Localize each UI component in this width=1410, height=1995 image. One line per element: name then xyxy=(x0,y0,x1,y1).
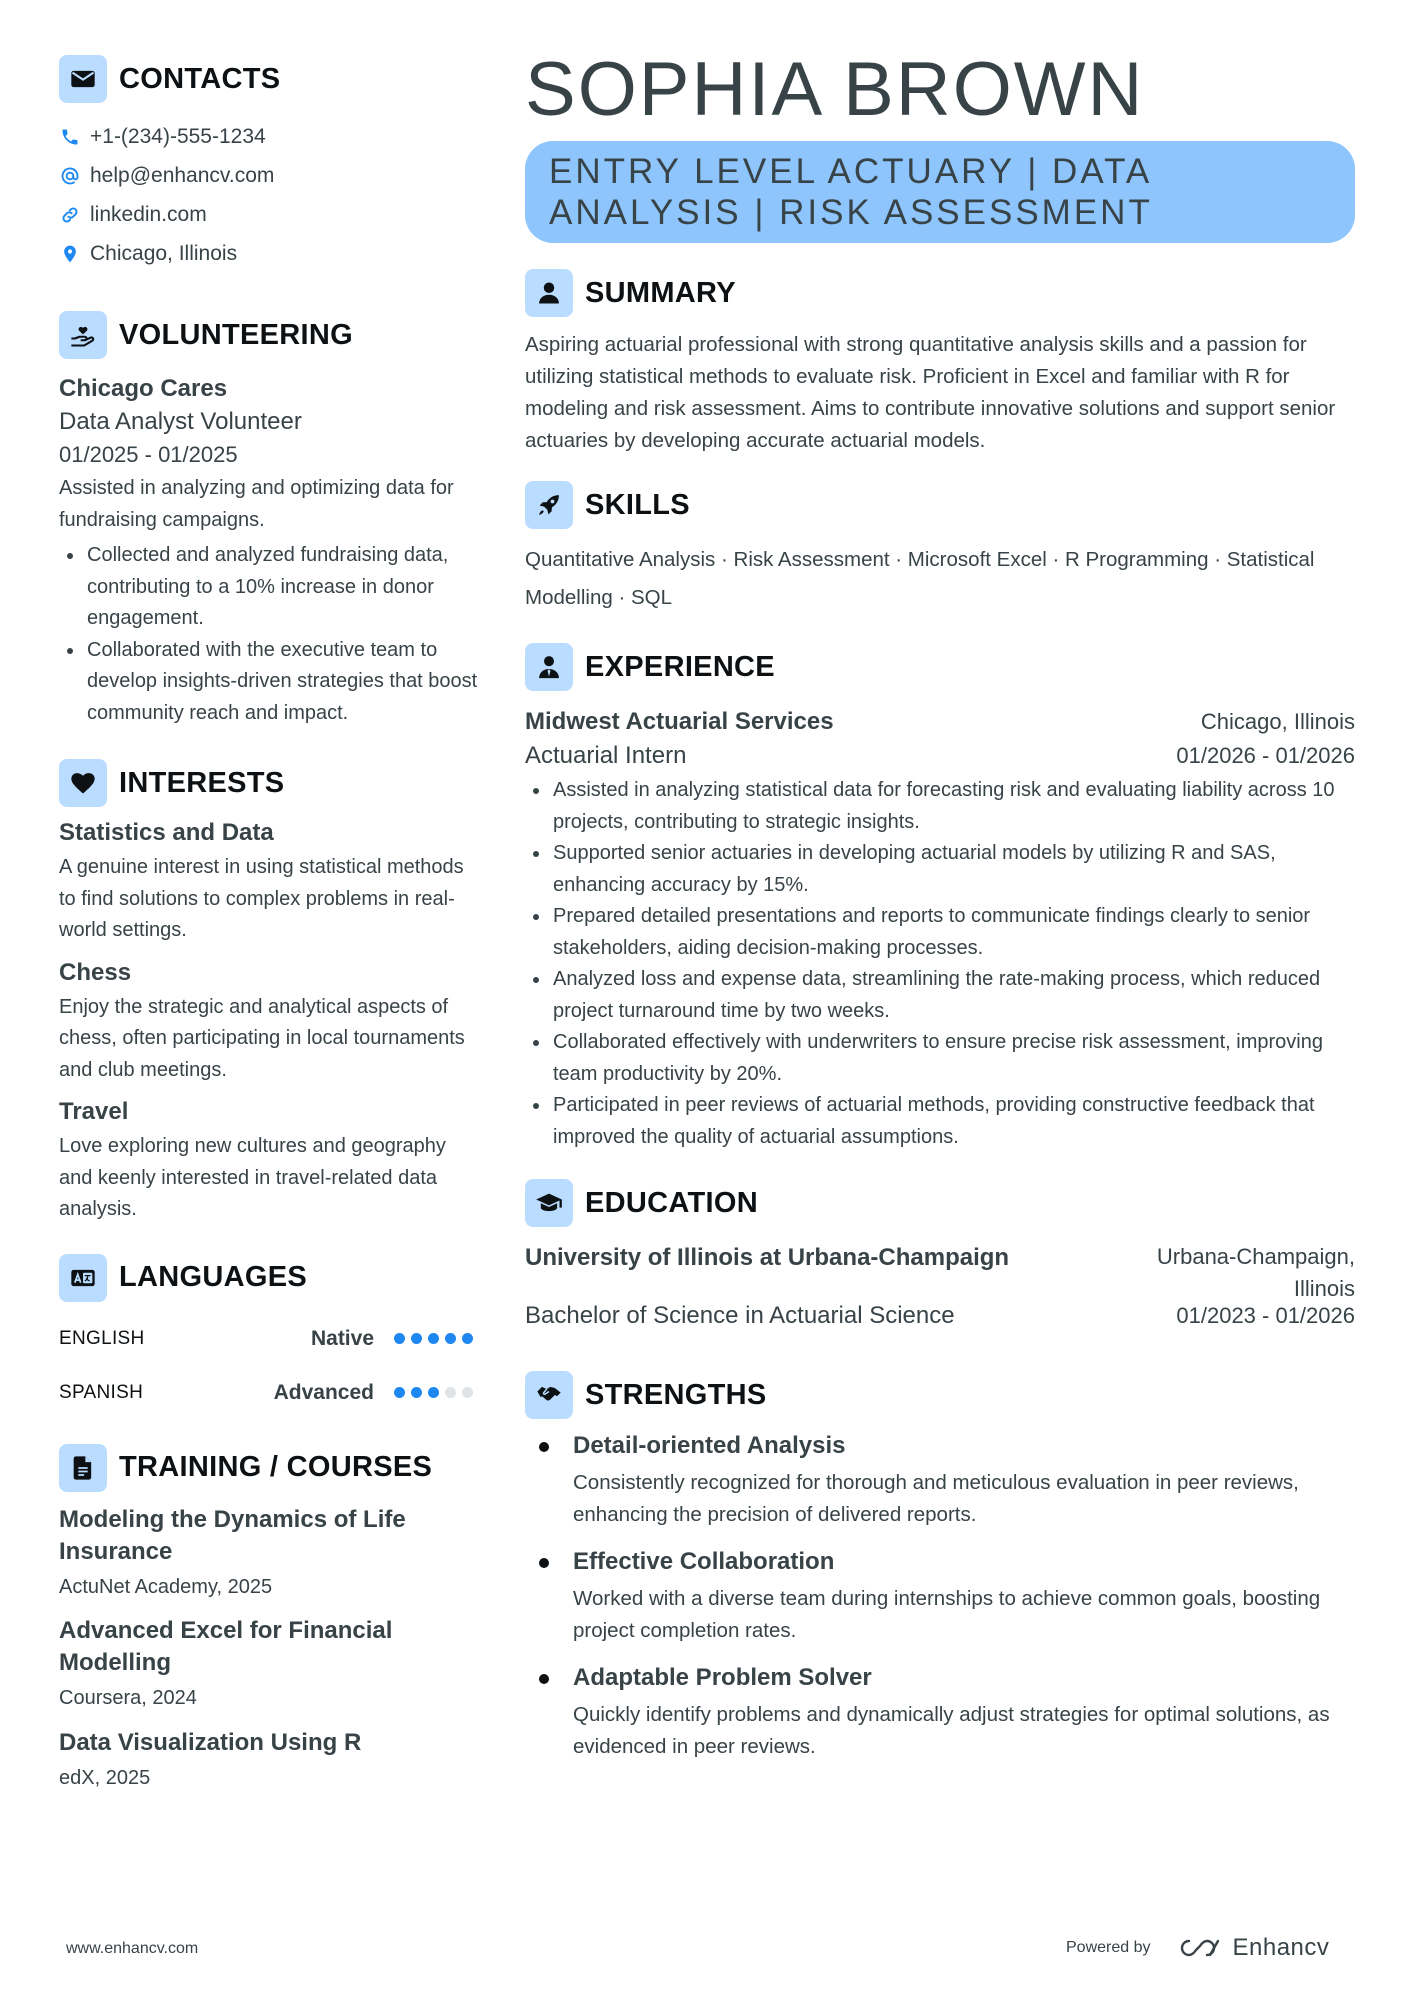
education-dates: 01/2023 - 01/2026 xyxy=(1176,1303,1355,1328)
graduation-cap-icon xyxy=(525,1179,573,1227)
job-location: Chicago, Illinois xyxy=(1200,709,1355,734)
course-item xyxy=(59,1504,479,1604)
school-name: University of Illinois at Urbana-Champaign xyxy=(525,1244,1010,1271)
strength-text: Quickly identify problems and dynamically adjust strategies for optimal solutions, as evidenced in peer reviews. xyxy=(573,1703,1330,1758)
degree: Bachelor of Science in Actuarial Science xyxy=(525,1302,955,1329)
experience-header xyxy=(525,643,1355,691)
footer-website[interactable]: www.enhancv.com xyxy=(66,1940,199,1957)
strengths-header xyxy=(525,1371,1355,1419)
document-icon xyxy=(59,1444,107,1492)
skills-title: SKILLS xyxy=(585,488,690,521)
strength-text: Consistently recognized for thorough and meticulous evaluation in peer reviews, enhancing the precision of delivered reports. xyxy=(573,1471,1299,1526)
interest-text: Love exploring new cultures and geography and keenly interested in travel-related data analysis. xyxy=(59,1135,446,1220)
rating-dot-filled xyxy=(428,1387,439,1398)
interest-title: Travel xyxy=(59,1098,129,1125)
contact-phone[interactable] xyxy=(59,117,479,156)
interests-section xyxy=(59,759,479,1226)
skills-header xyxy=(525,481,1355,529)
language-level: Native xyxy=(310,1326,374,1350)
list-item: Analyzed loss and expense data, streamlining the rate-making process, which reduced project turnaround time by two weeks. xyxy=(525,964,1355,1027)
training-title: TRAINING / COURSES xyxy=(119,1451,433,1483)
strength-title: Adaptable Problem Solver xyxy=(573,1664,872,1691)
volunteer-role: Data Analyst Volunteer xyxy=(59,408,302,435)
link-icon xyxy=(59,204,80,225)
language-rating xyxy=(394,1333,479,1344)
rating-dot-empty xyxy=(462,1387,473,1398)
list-item: Collaborated with the executive team to develop insights-driven strategies that boost community reach and impact. xyxy=(59,635,479,730)
volunteer-dates: 01/2025 - 01/2025 xyxy=(59,442,238,467)
list-item: Collaborated effectively with underwriters to ensure precise risk assessment, improving team productivity by 20%. xyxy=(525,1027,1355,1090)
summary-header xyxy=(525,269,1355,317)
course-title: Data Visualization Using R xyxy=(59,1728,362,1756)
strengths-title: STRENGTHS xyxy=(585,1378,767,1411)
rating-dot-filled xyxy=(394,1333,405,1344)
map-pin-icon xyxy=(59,243,80,264)
languages-header xyxy=(59,1254,479,1302)
interests-title: INTERESTS xyxy=(119,766,285,799)
rating-dot-filled xyxy=(394,1387,405,1398)
language-name: ENGLISH xyxy=(59,1327,145,1349)
footer-branding[interactable] xyxy=(1066,1934,1329,1962)
strength-title: Detail-oriented Analysis xyxy=(573,1432,846,1459)
businessperson-icon xyxy=(525,643,573,691)
phone-icon xyxy=(59,126,80,147)
summary-section xyxy=(525,269,1355,457)
education-title: EDUCATION xyxy=(585,1186,758,1219)
interest-text: Enjoy the strategic and analytical aspects of chess, often participating in local tournaments and club meetings. xyxy=(59,995,465,1081)
envelope-icon xyxy=(59,55,107,103)
list-item: Supported senior actuaries in developing actuarial models by utilizing R and SAS, enhancing accuracy by 15%. xyxy=(525,838,1355,901)
strength-item xyxy=(525,1661,1355,1763)
volunteering-header xyxy=(59,311,479,359)
rocket-icon xyxy=(525,481,573,529)
interest-text: A genuine interest in using statistical methods to find solutions to complex problems in real-world settings. xyxy=(59,856,464,941)
strength-item xyxy=(525,1429,1355,1531)
language-name: SPANISH xyxy=(59,1381,144,1403)
email-text: help@enhancv.com xyxy=(90,163,275,187)
job-dates: 01/2026 - 01/2026 xyxy=(1176,743,1355,768)
volunteer-description: Assisted in analyzing and optimizing data for fundraising campaigns. xyxy=(59,477,454,531)
right-column xyxy=(525,45,1355,1763)
enhancv-logo xyxy=(1177,1934,1330,1962)
person-icon xyxy=(525,269,573,317)
interest-title: Chess xyxy=(59,958,132,986)
languages-title: LANGUAGES xyxy=(119,1261,307,1293)
strength-text: Worked with a diverse team during internships to achieve common goals, boosting project completion rates. xyxy=(573,1587,1321,1642)
interest-item xyxy=(59,1096,479,1226)
skills-list: Quantitative Analysis · Risk Assessment · Microsoft Excel · R Programming · Statistical Modelling · SQL xyxy=(525,548,1315,609)
location-text: Chicago, Illinois xyxy=(90,241,238,265)
course-detail: Coursera, 2024 xyxy=(59,1687,197,1709)
volunteer-org: Chicago Cares xyxy=(59,375,228,402)
course-detail: ActuNet Academy, 2025 xyxy=(59,1575,273,1598)
course-detail: edX, 2025 xyxy=(59,1766,151,1789)
experience-section xyxy=(525,643,1355,1153)
contact-email[interactable] xyxy=(59,156,479,195)
strength-title: Effective Collaboration xyxy=(573,1548,835,1575)
rating-dot-empty xyxy=(445,1387,456,1398)
heart-icon xyxy=(59,759,107,807)
contacts-section xyxy=(59,55,479,273)
at-sign-icon xyxy=(59,165,80,186)
strengths-section xyxy=(525,1371,1355,1763)
contacts-header xyxy=(59,55,479,103)
experience-title: EXPERIENCE xyxy=(585,650,775,683)
course-title: Advanced Excel for Financial Modelling xyxy=(59,1617,393,1676)
education-header xyxy=(525,1179,1355,1227)
summary-title: SUMMARY xyxy=(585,276,736,309)
education-section xyxy=(525,1179,1355,1349)
powered-by-label: Powered by xyxy=(1066,1939,1151,1956)
translate-icon xyxy=(59,1254,107,1302)
rating-dot-filled xyxy=(428,1333,439,1344)
skills-section xyxy=(525,481,1355,617)
linkedin-text: linkedin.com xyxy=(90,202,207,226)
contact-location xyxy=(59,234,479,273)
interest-item xyxy=(59,957,479,1087)
language-rating xyxy=(394,1387,479,1398)
rating-dot-filled xyxy=(445,1333,456,1344)
job-role: Actuarial Intern xyxy=(525,742,687,769)
list-item: Assisted in analyzing statistical data for forecasting risk and evaluating liability across 10 projects, contributing to strategic insights. xyxy=(525,775,1355,838)
strength-item xyxy=(525,1545,1355,1647)
hand-heart-icon xyxy=(59,311,107,359)
contact-linkedin[interactable] xyxy=(59,195,479,234)
language-row-spanish xyxy=(59,1366,479,1420)
summary-text: Aspiring actuarial professional with strong quantitative analysis skills and a passion for utilizing statistical methods to evaluate risk. Proficient in Excel and familiar with R for modeling and risk assessment. Aims to contribute innovative solutions and support senior actuaries by developing accurate actuarial models. xyxy=(525,333,1336,452)
left-column xyxy=(59,55,479,1794)
list-item: Collected and analyzed fundraising data, contributing to a 10% increase in donor engagement. xyxy=(59,540,479,635)
enhancv-logo-icon xyxy=(1177,1936,1223,1960)
training-header xyxy=(59,1444,479,1492)
headline: ENTRY LEVEL ACTUARY | DATA ANALYSIS | RISK ASSESSMENT xyxy=(525,141,1355,243)
language-row-english xyxy=(59,1312,479,1366)
company-name: Midwest Actuarial Services xyxy=(525,708,834,735)
volunteering-title: VOLUNTEERING xyxy=(119,318,353,351)
volunteering-section xyxy=(59,311,479,729)
brand-name: Enhancv xyxy=(1232,1934,1330,1961)
contacts-title: CONTACTS xyxy=(119,62,281,95)
list-item: Prepared detailed presentations and reports to communicate findings clearly to senior stakeholders, aiding decision-making processes. xyxy=(525,901,1355,964)
experience-bullets xyxy=(525,775,1355,1153)
languages-section xyxy=(59,1254,479,1420)
rating-dot-filled xyxy=(411,1333,422,1344)
handshake-icon xyxy=(525,1371,573,1419)
phone-text: +1-(234)-555-1234 xyxy=(90,124,266,148)
interest-item xyxy=(59,817,479,947)
language-level: Advanced xyxy=(273,1380,374,1404)
course-item xyxy=(59,1615,479,1715)
training-section xyxy=(59,1444,479,1795)
rating-dot-filled xyxy=(462,1333,473,1344)
interests-header xyxy=(59,759,479,807)
rating-dot-filled xyxy=(411,1387,422,1398)
course-title: Modeling the Dynamics of Life Insurance xyxy=(59,1505,406,1565)
course-item xyxy=(59,1727,479,1795)
school-location: Urbana-Champaign, Illinois xyxy=(1156,1244,1355,1301)
volunteer-bullets xyxy=(59,540,479,729)
list-item: Participated in peer reviews of actuarial methods, providing constructive feedback that improved the quality of actuarial assumptions. xyxy=(525,1090,1355,1153)
interest-title: Statistics and Data xyxy=(59,819,274,846)
candidate-name: SOPHIA BROWN xyxy=(525,47,1145,132)
